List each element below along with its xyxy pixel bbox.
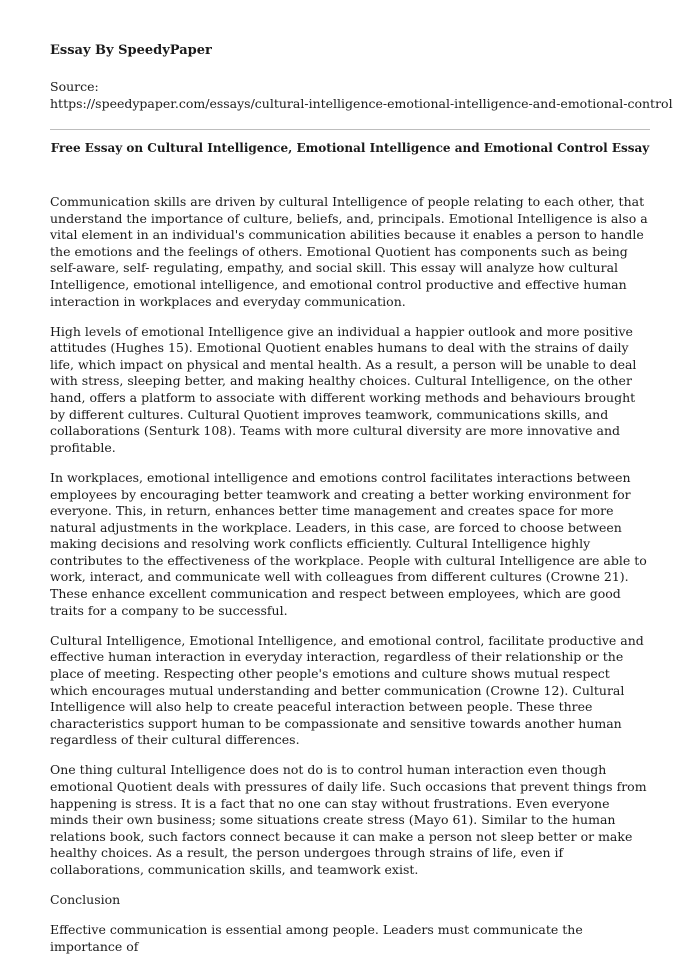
brand-title: Essay By SpeedyPaper [50, 43, 212, 58]
essay-paragraph-2: High levels of emotional Intelligence give an individual a happier outlook and more positive attitudes (Hughes 15). Emotional Quotient enables humans to deal with the strains of daily life, which impact on physical and mental health. As a result, a person will be unable to deal with stress, sleeping better, and making healthy choices. Cultural Intelligence, on the other hand, offers a platform to associate with different working methods and behaviours brought by different cultures. Cultural Quotient improves teamwork, communications skills, and collaborations (Senturk 108). Teams with more cultural diversity are more innovative and profitable. [50, 323, 637, 455]
essay-paragraph-1: Communication skills are driven by cultural Intelligence of people relating to each other, that understand the importance of culture, beliefs, and, principals. Emotional Intelligence is also a vital element in an individual's communication abilities because it enables a person to handle the emotions and the feelings of others. Emotional Quotient has components such as being self-aware, self- regulating, empathy, and social skill. This essay will analyze how cultural Intelligence, emotional intelligence, and emotional control productive and effective human interaction in workplaces and everyday communication. [50, 194, 648, 309]
essay-title: Free Essay on Cultural Intelligence, Emotional Intelligence and Emotional Control Essay [50, 141, 650, 155]
source-label: Source: [50, 79, 99, 94]
source-block [50, 78, 673, 112]
essay-paragraph-5: One thing cultural Intelligence does not do is to control human interaction even though emotional Quotient deals with pressures of daily life. Such occasions that prevent things from happening is stress. It is a fact that no one can stay without frustrations. Even everyone minds their own business; some situations create stress (Mayo 61). Similar to the human relations book, such factors connect because it can make a person not sleep better or make healthy choices. As a result, the person undergoes through strains of life, even if collaborations, communication skills, and teamwork exist. [50, 762, 647, 877]
essay-paragraph-4: Cultural Intelligence, Emotional Intelligence, and emotional control, facilitate productive and effective human interaction in everyday interaction, regardless of their relationship or the place of meeting. Respecting other people's emotions and culture shows mutual respect which encourages mutual understanding and better communication (Crowne 12). Cultural Intelligence will also help to create peaceful interaction between people. These three characteristics support human to be compassionate and sensitive towards another human regardless of their cultural differences. [50, 632, 644, 748]
header-divider [50, 129, 650, 130]
document-page [50, 42, 673, 969]
conclusion-paragraph: Effective communication is essential among people. Leaders must communicate the importance of [50, 922, 583, 954]
essay-paragraph-3: In workplaces, emotional intelligence and emotions control facilitates interactions between employees by encouraging better teamwork and creating a better working environment for everyone. This, in return, enhances better time management and creates space for more natural adjustments in the workplace. Leaders, in this case, are forced to choose between making decisions and resolving work conflicts efficiently. Cultural Intelligence highly contributes to the effectiveness of the workplace. People with cultural Intelligence are able to work, interact, and communicate well with colleagues from different cultures (Crowne 21). These enhance excellent communication and respect between employees, which are good traits for a company to be successful. [50, 469, 647, 618]
conclusion-heading: Conclusion [50, 892, 121, 908]
source-url-link[interactable]: https://speedypaper.com/essays/cultural-intelligence-emotional-intelligence-and-emotional-control [50, 96, 673, 111]
